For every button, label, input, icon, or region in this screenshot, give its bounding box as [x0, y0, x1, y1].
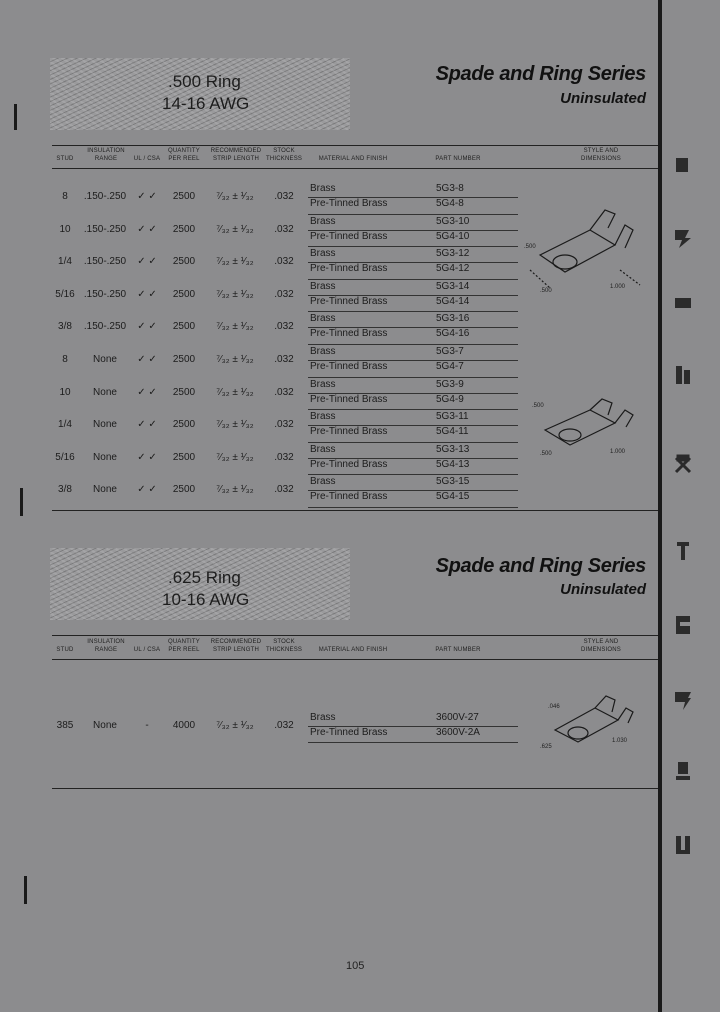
tab-icon-terminal-1 — [672, 152, 694, 178]
series-title: Spade and Ring Series — [435, 63, 646, 85]
material-cell: Pre-Tinned Brass — [310, 198, 388, 209]
margin-mark — [24, 876, 27, 904]
part-number-cell: 5G3-10 — [436, 215, 470, 227]
material-cell: Brass — [310, 712, 336, 723]
col-header-style: STYLE AND DIMENSIONS — [580, 148, 621, 162]
row-divider — [308, 377, 518, 378]
insulation-range-cell: .150-.250 — [83, 223, 127, 235]
col-header-part-number: PART NUMBER — [435, 647, 481, 653]
material-cell: Brass — [310, 215, 336, 227]
row-divider — [308, 742, 518, 743]
quantity-cell: 2500 — [172, 223, 196, 235]
stock-thickness-cell: .032 — [274, 386, 294, 398]
strip-length-cell: ⁷⁄₃₂ ± ¹⁄₃₂ — [216, 386, 254, 398]
stud-cell: 3/8 — [58, 484, 72, 496]
quantity-cell: 2500 — [172, 451, 196, 463]
tab-icon-terminal-4 — [672, 362, 694, 388]
ul-csa-cell: ✓ ✓ — [137, 256, 157, 268]
row-divider — [308, 246, 518, 247]
material-cell: Brass — [310, 443, 336, 455]
ring-hole — [559, 429, 581, 441]
tab-icon-terminal-2 — [672, 225, 694, 251]
stud-cell: 1/4 — [58, 419, 72, 431]
insulation-range-cell: None — [93, 720, 117, 731]
stud-cell: 10 — [59, 223, 71, 235]
material-cell: Brass — [310, 248, 336, 260]
series-subtitle: Uninsulated — [560, 90, 646, 107]
stock-thickness-cell: .032 — [274, 288, 294, 300]
col-header-stock: STOCK THICKNESS — [266, 148, 303, 162]
material-cell: Pre-Tinned Brass — [310, 426, 388, 438]
dim-label: 1.030 — [612, 738, 628, 744]
row-divider — [308, 442, 518, 443]
part-number-cell: 5G3-14 — [436, 280, 470, 292]
tab-icon-terminal-6 — [672, 538, 694, 564]
material-cell: Brass — [310, 313, 336, 325]
dim-label: .625 — [540, 744, 552, 750]
strip-length-cell: ⁷⁄₃₂ ± ¹⁄₃₂ — [216, 720, 254, 731]
strip-length-cell: ⁷⁄₃₂ ± ¹⁄₃₂ — [216, 321, 254, 333]
margin-mark — [20, 488, 23, 516]
part-number-cell: 5G4-11 — [436, 426, 469, 438]
col-header-stud: STUD — [56, 647, 74, 653]
ul-csa-cell: ✓ ✓ — [137, 191, 157, 202]
insulation-range-cell: .150-.250 — [83, 321, 127, 333]
row-divider — [308, 279, 518, 280]
quantity-cell: 2500 — [172, 386, 196, 398]
row-divider — [308, 230, 518, 231]
insulation-range-cell: .150-.250 — [83, 256, 127, 268]
stud-cell: 5/16 — [55, 288, 75, 300]
margin-mark — [14, 104, 17, 130]
quantity-cell: 2500 — [172, 419, 196, 431]
quantity-cell: 2500 — [172, 288, 196, 300]
col-header-insulation-range: INSULATION RANGE — [87, 148, 125, 162]
material-cell: Brass — [310, 378, 336, 390]
insulation-range-cell: .150-.250 — [83, 288, 127, 300]
row-divider — [308, 490, 518, 491]
ul-csa-cell: ✓ ✓ — [137, 321, 157, 333]
stud-cell: 8 — [62, 354, 68, 365]
header-rule-bottom — [52, 659, 658, 660]
material-cell: Pre-Tinned Brass — [310, 727, 388, 738]
strip-length-cell: ⁷⁄₃₂ ± ¹⁄₃₂ — [216, 191, 254, 202]
col-header-strip: RECOMMENDED STRIP LENGTH — [210, 639, 262, 653]
material-cell: Pre-Tinned Brass — [310, 393, 388, 405]
col-header-material: MATERIAL AND FINISH — [318, 647, 388, 653]
part-number-cell: 5G4-8 — [436, 198, 464, 209]
section-header-1 — [50, 58, 650, 138]
part-number-cell: 5G3-9 — [436, 378, 464, 390]
part-number-cell: 5G4-9 — [436, 393, 464, 405]
stock-thickness-cell: .032 — [274, 451, 294, 463]
section-header-2 — [50, 548, 650, 628]
material-cell: Pre-Tinned Brass — [310, 230, 388, 242]
row-divider — [308, 474, 518, 475]
table2-bottom-rule — [52, 788, 658, 789]
stock-thickness-cell: .032 — [274, 720, 294, 731]
tab-icon-terminal-9 — [672, 758, 694, 784]
quantity-cell: 2500 — [172, 191, 196, 202]
col-header-quantity: QUANTITY PER REEL — [168, 639, 200, 653]
col-header-quantity: QUANTITY PER REEL — [168, 148, 200, 162]
ul-csa-cell: - — [145, 720, 149, 731]
row-divider — [308, 262, 518, 263]
stock-thickness-cell: .032 — [274, 354, 294, 365]
part-number-cell: 5G3-7 — [436, 346, 464, 357]
row-divider — [308, 393, 518, 394]
row-divider — [308, 197, 518, 198]
material-cell: Pre-Tinned Brass — [310, 263, 388, 275]
strip-length-cell: ⁷⁄₃₂ ± ¹⁄₃₂ — [216, 223, 254, 235]
material-cell: Brass — [310, 411, 336, 423]
ring-tongue — [540, 230, 615, 272]
strip-length-cell: ⁷⁄₃₂ ± ¹⁄₃₂ — [216, 354, 254, 365]
material-cell: Pre-Tinned Brass — [310, 295, 388, 307]
material-cell: Pre-Tinned Brass — [310, 458, 388, 470]
ul-csa-cell: ✓ ✓ — [137, 354, 157, 365]
quantity-cell: 4000 — [172, 720, 196, 731]
tab-icon-terminal-7 — [672, 612, 694, 638]
ul-csa-cell: ✓ ✓ — [137, 484, 157, 496]
ring-hole — [568, 727, 588, 739]
insulation-range-cell: None — [93, 451, 117, 463]
col-header-material: MATERIAL AND FINISH — [318, 156, 388, 162]
quantity-cell: 2500 — [172, 321, 196, 333]
badge-ring-size: .500 Ring — [168, 72, 241, 91]
material-cell: Pre-Tinned Brass — [310, 491, 388, 503]
dim-label: .500 — [532, 403, 544, 409]
material-cell: Brass — [310, 346, 336, 357]
badge-awg: 10-16 AWG — [162, 590, 250, 609]
stock-thickness-cell: .032 — [274, 484, 294, 496]
col-header-insulation-range: INSULATION RANGE — [87, 639, 125, 653]
row-divider — [308, 458, 518, 459]
tab-icon-terminal-10 — [672, 832, 694, 858]
right-edge-bar — [658, 0, 662, 1012]
strip-length-cell: ⁷⁄₃₂ ± ¹⁄₃₂ — [216, 288, 254, 300]
ul-csa-cell: ✓ ✓ — [137, 451, 157, 463]
part-number-cell: 3600V-2A — [436, 727, 480, 738]
quantity-cell: 2500 — [172, 484, 196, 496]
col-header-stud: STUD — [56, 156, 74, 162]
badge-awg: 14-16 AWG — [162, 94, 250, 113]
dim-label: .500 — [524, 244, 536, 250]
part-number-cell: 5G4-15 — [436, 491, 470, 503]
dim-label: 1.000 — [610, 449, 626, 455]
part-number-cell: 5G4-12 — [436, 263, 470, 275]
row-divider — [308, 360, 518, 361]
col-header-part-number: PART NUMBER — [435, 156, 481, 162]
stud-cell: 3/8 — [58, 321, 72, 333]
row-divider — [308, 507, 518, 508]
col-header-style: STYLE AND DIMENSIONS — [580, 639, 621, 653]
tab-icon-terminal-8 — [672, 686, 694, 712]
strip-length-cell: ⁷⁄₃₂ ± ¹⁄₃₂ — [216, 256, 254, 268]
part-number-cell: 5G4-14 — [436, 295, 470, 307]
material-cell: Pre-Tinned Brass — [310, 361, 388, 372]
part-number-cell: 5G3-15 — [436, 476, 470, 488]
col-header-ul-csa: UL / CSA — [133, 647, 161, 653]
part-number-cell: 5G4-10 — [436, 230, 470, 242]
stud-cell: 8 — [62, 191, 68, 202]
stock-thickness-cell: .032 — [274, 223, 294, 235]
stock-thickness-cell: .032 — [274, 321, 294, 333]
quantity-cell: 2500 — [172, 256, 196, 268]
dim-label: .046 — [548, 704, 560, 710]
ul-csa-cell: ✓ ✓ — [137, 386, 157, 398]
insulation-range-cell: None — [93, 484, 117, 496]
row-divider — [308, 726, 518, 727]
quantity-cell: 2500 — [172, 354, 196, 365]
stud-cell: 385 — [56, 720, 74, 731]
spade-ring-diagram-1 — [520, 200, 645, 295]
tab-icon-terminal-5 — [672, 452, 694, 478]
row-divider — [308, 425, 518, 426]
ring-hole — [553, 255, 577, 269]
header-rule-bottom — [52, 168, 658, 169]
part-number-cell: 5G4-7 — [436, 361, 464, 372]
header-rule-top — [52, 635, 658, 636]
series-title: Spade and Ring Series — [435, 555, 646, 577]
stud-cell: 1/4 — [58, 256, 72, 268]
ring-tongue — [545, 410, 615, 445]
part-number-cell: 5G4-13 — [436, 458, 470, 470]
ul-csa-cell: ✓ ✓ — [137, 288, 157, 300]
part-number-cell: 5G3-8 — [436, 183, 464, 194]
spade-ring-diagram-3 — [540, 690, 640, 755]
page-number: 105 — [346, 960, 365, 972]
strip-length-cell: ⁷⁄₃₂ ± ¹⁄₃₂ — [216, 484, 254, 496]
strip-length-cell: ⁷⁄₃₂ ± ¹⁄₃₂ — [216, 419, 254, 431]
ul-csa-cell: ✓ ✓ — [137, 223, 157, 235]
part-number-cell: 3600V-27 — [436, 712, 479, 723]
barrel — [595, 696, 633, 723]
dim-label: .500 — [540, 288, 552, 294]
stud-cell: 5/16 — [55, 451, 75, 463]
part-number-cell: 5G4-16 — [436, 328, 470, 340]
insulation-range-cell: None — [93, 386, 117, 398]
stud-cell: 10 — [59, 386, 71, 398]
insulation-range-cell: None — [93, 419, 117, 431]
row-divider — [308, 295, 518, 296]
ul-csa-cell: ✓ ✓ — [137, 419, 157, 431]
stock-thickness-cell: .032 — [274, 191, 294, 202]
row-divider — [308, 327, 518, 328]
col-header-ul-csa: UL / CSA — [133, 156, 161, 162]
material-cell: Pre-Tinned Brass — [310, 328, 388, 340]
row-divider — [308, 344, 518, 345]
material-cell: Brass — [310, 280, 336, 292]
row-divider — [308, 214, 518, 215]
row-divider — [308, 311, 518, 312]
strip-length-cell: ⁷⁄₃₂ ± ¹⁄₃₂ — [216, 451, 254, 463]
dim-label: 1.000 — [610, 284, 626, 290]
stock-thickness-cell: .032 — [274, 256, 294, 268]
stock-thickness-cell: .032 — [274, 419, 294, 431]
material-cell: Brass — [310, 183, 336, 194]
product-badge — [50, 58, 350, 130]
insulation-range-cell: None — [93, 354, 117, 365]
part-number-cell: 5G3-12 — [436, 248, 470, 260]
col-header-stock: STOCK THICKNESS — [266, 639, 303, 653]
table1-bottom-rule — [52, 510, 658, 511]
part-number-cell: 5G3-11 — [436, 411, 469, 423]
part-number-cell: 5G3-13 — [436, 443, 470, 455]
material-cell: Brass — [310, 476, 336, 488]
dim-label: .500 — [540, 451, 552, 457]
series-subtitle: Uninsulated — [560, 581, 646, 598]
header-rule-top — [52, 145, 658, 146]
product-badge — [50, 548, 350, 620]
row-divider — [308, 409, 518, 410]
spade-ring-diagram-2 — [530, 395, 645, 460]
col-header-strip: RECOMMENDED STRIP LENGTH — [210, 148, 262, 162]
part-number-cell: 5G3-16 — [436, 313, 470, 325]
badge-ring-size: .625 Ring — [168, 568, 241, 587]
tab-icon-terminal-3 — [672, 290, 694, 316]
insulation-range-cell: .150-.250 — [83, 191, 127, 202]
